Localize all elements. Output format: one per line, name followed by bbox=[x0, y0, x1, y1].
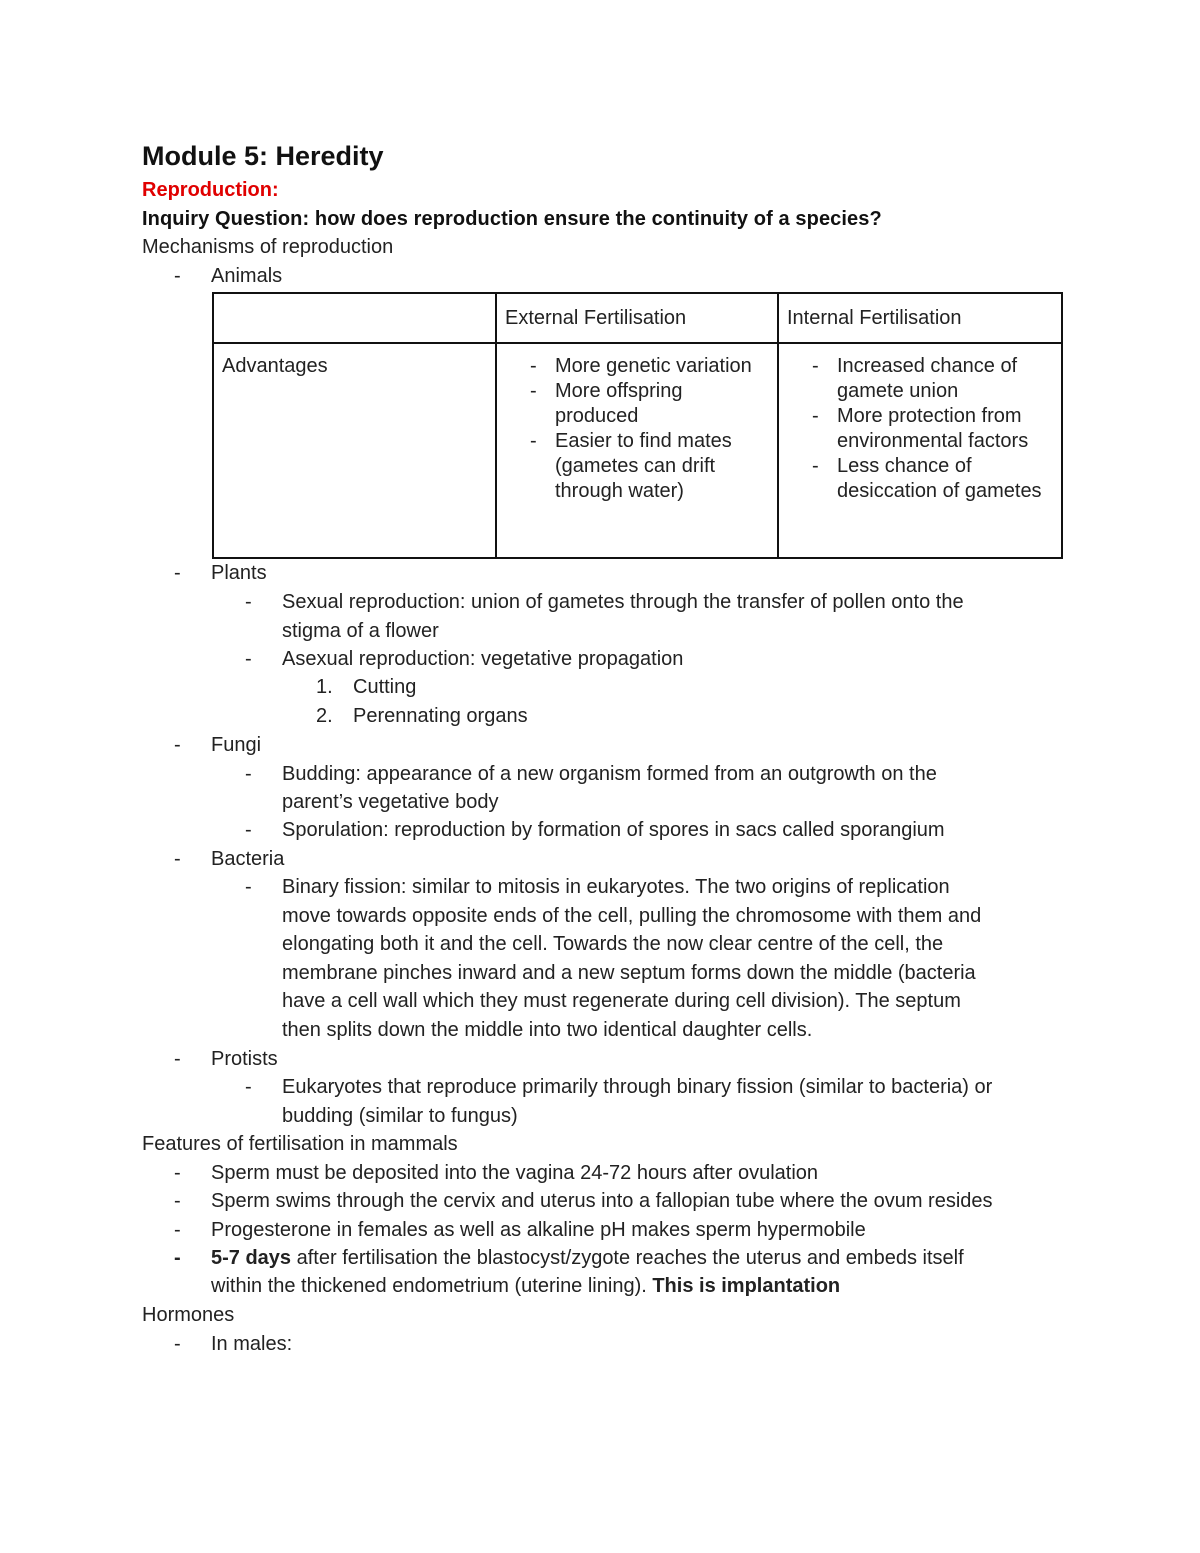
bullet-dash: - bbox=[174, 848, 181, 870]
table-header-internal: Internal Fertilisation bbox=[778, 293, 1062, 343]
protists-line1: Eukaryotes that reproduce primarily through binary fission (similar to bacteria) or bbox=[282, 1076, 993, 1098]
hormones-heading: Hormones bbox=[142, 1304, 235, 1326]
external-advantages-cell bbox=[496, 343, 778, 558]
fertilisation-item-implantation-line2: within the thickened endometrium (uterine lining). This is implantation bbox=[211, 1275, 841, 1297]
fertilisation-item-implantation: 5-7 days after fertilisation the blastocyst/zygote reaches the uterus and embeds itself bbox=[211, 1247, 964, 1269]
bacteria-label: Bacteria bbox=[211, 848, 285, 870]
list-number: 1. bbox=[316, 676, 333, 698]
list-item: - Increased chance of gamete union bbox=[812, 355, 1018, 402]
list-item: - More genetic variation bbox=[530, 355, 752, 377]
bacteria-line: membrane pinches inward and a new septum forms down the middle (bacteria bbox=[282, 962, 976, 984]
page-title: Module 5: Heredity bbox=[142, 141, 384, 171]
bacteria-line: Binary fission: similar to mitosis in eukaryotes. The two origins of replication bbox=[282, 876, 950, 898]
bullet-dash: - bbox=[245, 819, 252, 841]
bullet-dash: - bbox=[174, 1247, 181, 1269]
bold-implantation: This is implantation bbox=[652, 1275, 841, 1297]
bullet-dash: - bbox=[812, 455, 819, 477]
internal-advantages-cell bbox=[778, 343, 1062, 558]
external-advantages-list bbox=[505, 354, 769, 504]
protists-line2: budding (similar to fungus) bbox=[282, 1105, 518, 1127]
fertilisation-heading: Features of fertilisation in mammals bbox=[142, 1133, 458, 1155]
fertilisation-item: Progesterone in females as well as alkaline pH makes sperm hypermobile bbox=[211, 1219, 866, 1241]
fertilisation-item: Sperm must be deposited into the vagina 24-72 hours after ovulation bbox=[211, 1162, 819, 1184]
bullet-dash: - bbox=[174, 734, 181, 756]
fungi-budding-line2: parent’s vegetative body bbox=[282, 791, 499, 813]
bullet-dash: - bbox=[174, 562, 181, 584]
bullet-dash: - bbox=[812, 405, 819, 427]
bullet-dash: - bbox=[174, 1333, 181, 1355]
bullet-dash: - bbox=[245, 763, 252, 785]
table-row bbox=[213, 343, 1062, 558]
bullet-dash: - bbox=[812, 355, 819, 377]
bullet-dash: - bbox=[245, 876, 252, 898]
hormones-males: In males: bbox=[211, 1333, 293, 1355]
inquiry-question: Inquiry Question: how does reproduction ensure the continuity of a species? bbox=[142, 208, 882, 230]
internal-advantages-list bbox=[787, 354, 1053, 504]
table-header-row bbox=[213, 293, 1062, 343]
bacteria-line: have a cell wall which they must regenerate during cell division). The septum bbox=[282, 990, 961, 1012]
bullet-dash: - bbox=[245, 1076, 252, 1098]
table-row-label: Advantages bbox=[213, 343, 496, 558]
fungi-budding-line1: Budding: appearance of a new organism formed from an outgrowth on the bbox=[282, 763, 937, 785]
list-number: 2. bbox=[316, 705, 333, 727]
table-header-empty bbox=[213, 293, 496, 343]
plants-item-cutting: Cutting bbox=[353, 676, 417, 698]
plants-asexual: Asexual reproduction: vegetative propagation bbox=[282, 648, 684, 670]
bacteria-line: then splits down the middle into two identical daughter cells. bbox=[282, 1019, 813, 1041]
bullet-dash: - bbox=[174, 1219, 181, 1241]
animals-label: Animals bbox=[211, 265, 283, 287]
bacteria-line: elongating both it and the cell. Towards the now clear centre of the cell, the bbox=[282, 933, 944, 955]
plants-item-perennating: Perennating organs bbox=[353, 705, 528, 727]
plants-sexual-line2: stigma of a flower bbox=[282, 620, 439, 642]
bold-days: 5-7 days bbox=[211, 1247, 292, 1269]
bullet-dash: - bbox=[245, 591, 252, 613]
mechanisms-heading: Mechanisms of reproduction bbox=[142, 236, 394, 258]
bullet-dash: - bbox=[174, 1162, 181, 1184]
plants-sexual-line1: Sexual reproduction: union of gametes through the transfer of pollen onto the bbox=[282, 591, 964, 613]
table-header-external: External Fertilisation bbox=[496, 293, 778, 343]
list-item: - Easier to find mates (gametes can drift through water) bbox=[530, 430, 732, 502]
plants-label: Plants bbox=[211, 562, 267, 584]
bullet-dash: - bbox=[530, 380, 537, 402]
bullet-dash: - bbox=[174, 1190, 181, 1212]
list-item: - More protection from environmental factors bbox=[812, 405, 1029, 452]
fertilisation-item: Sperm swims through the cervix and uterus into a fallopian tube where the ovum resides bbox=[211, 1190, 993, 1212]
bullet-dash: - bbox=[530, 355, 537, 377]
fungi-label: Fungi bbox=[211, 734, 262, 756]
fertilisation-table bbox=[212, 292, 1063, 559]
bullet-dash: - bbox=[245, 648, 252, 670]
protists-label: Protists bbox=[211, 1048, 278, 1070]
list-item: - Less chance of desiccation of gametes bbox=[812, 455, 1042, 502]
bullet-dash: - bbox=[174, 265, 181, 287]
section-heading: Reproduction: bbox=[142, 179, 279, 201]
bacteria-line: move towards opposite ends of the cell, pulling the chromosome with them and bbox=[282, 905, 982, 927]
bullet-dash: - bbox=[530, 430, 537, 452]
fungi-sporulation: Sporulation: reproduction by formation of spores in sacs called sporangium bbox=[282, 819, 945, 841]
list-item: - More offspring produced bbox=[530, 380, 683, 427]
bullet-dash: - bbox=[174, 1048, 181, 1070]
